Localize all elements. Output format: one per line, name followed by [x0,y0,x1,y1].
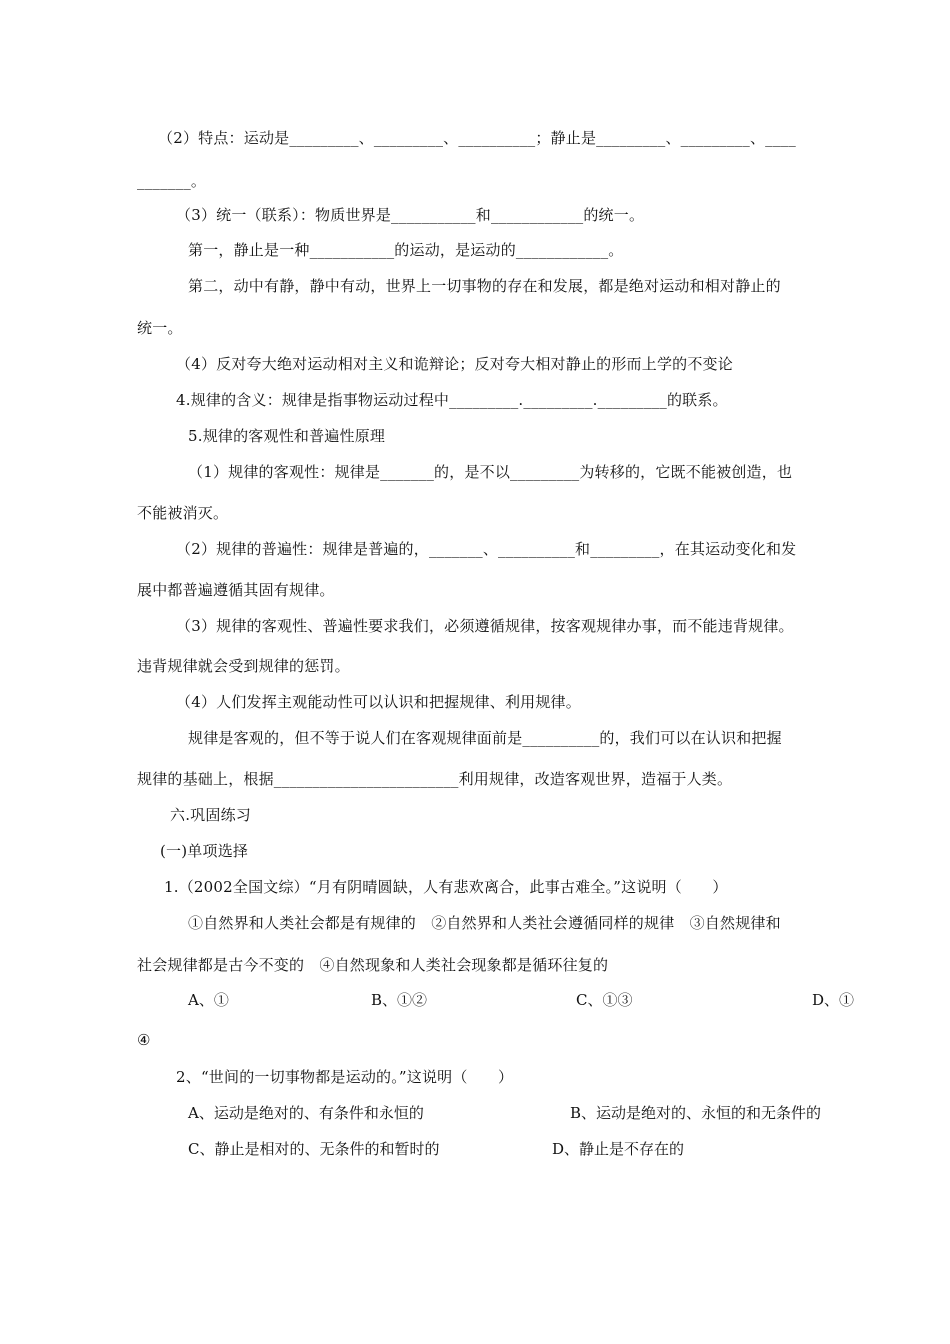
question-2-option-c[interactable]: C、静止是相对的、无条件的和暂时的 [188,1140,440,1158]
text-line: （2）特点：运动是_________、_________、__________；静止是_________、_________、____ [158,129,796,147]
text-line: 第二，动中有静，静中有动，世界上一切事物的存在和发展，都是绝对运动和相对静止的 [188,277,781,295]
text-line: 第一，静止是一种___________的运动，是运动的____________。 [188,241,624,259]
question-2-option-d[interactable]: D、静止是不存在的 [552,1140,685,1158]
text-line: 4.规律的含义：规律是指事物运动过程中_________._________._________的联系。 [176,391,728,409]
text-line: （2）规律的普遍性：规律是普遍的，_______、__________和_________，在其运动变化和发 [176,540,797,558]
text-line: _______。 [137,172,207,190]
text-line: （4）人们发挥主观能动性可以认识和把握规律、利用规律。 [176,693,581,711]
text-line: 违背规律就会受到规律的惩罚。 [137,657,350,675]
question-1-option-d[interactable]: D、① [812,991,855,1009]
text-line: （1）规律的客观性：规律是_______的，是不以_________为转移的，它既不能被创造，也 [188,463,793,481]
question-1-stem: 1.（2002全国文综）“月有阴晴圆缺，人有悲欢离合，此事古难全。”这说明（ ） [164,878,728,896]
question-2-option-a[interactable]: A、运动是绝对的、有条件和永恒的 [188,1104,424,1122]
text-line: （3）规律的客观性、普遍性要求我们，必须遵循规律，按客观规律办事，而不能违背规律。 [176,617,794,635]
question-2-stem: 2、“世间的一切事物都是运动的。”这说明（ ） [176,1068,514,1086]
text-line: （3）统一（联系）：物质世界是___________和____________的统一。 [176,206,645,224]
text-line: 规律是客观的，但不等于说人们在客观规律面前是__________的，我们可以在认识和把握 [188,729,782,747]
question-1-option-a[interactable]: A、① [188,991,229,1009]
text-line: 规律的基础上，根据________________________利用规律，改造客观世界，造福于人类。 [137,770,733,788]
question-1-option-d-wrap: ④ [137,1031,151,1049]
question-1-option-b[interactable]: B、①② [371,991,428,1009]
question-1-statements: ①自然界和人类社会都是有规律的 ②自然界和人类社会遵循同样的规律 ③自然规律和 [188,914,781,932]
question-2-option-b[interactable]: B、运动是绝对的、永恒的和无条件的 [570,1104,822,1122]
section-heading: 六.巩固练习 [170,806,251,824]
subsection-heading: (一)单项选择 [160,842,249,860]
text-line: 统一。 [137,319,183,337]
text-line: 不能被消灭。 [137,504,229,522]
question-1-statements: 社会规律都是古今不变的 ④自然现象和人类社会现象都是循环往复的 [137,956,609,974]
text-line: 展中都普遍遵循其固有规律。 [137,581,335,599]
text-line: （4）反对夸大绝对运动相对主义和诡辩论；反对夸大相对静止的形而上学的不变论 [176,355,733,373]
question-1-option-c[interactable]: C、①③ [576,991,633,1009]
section-heading: 5.规律的客观性和普遍性原理 [188,427,386,445]
